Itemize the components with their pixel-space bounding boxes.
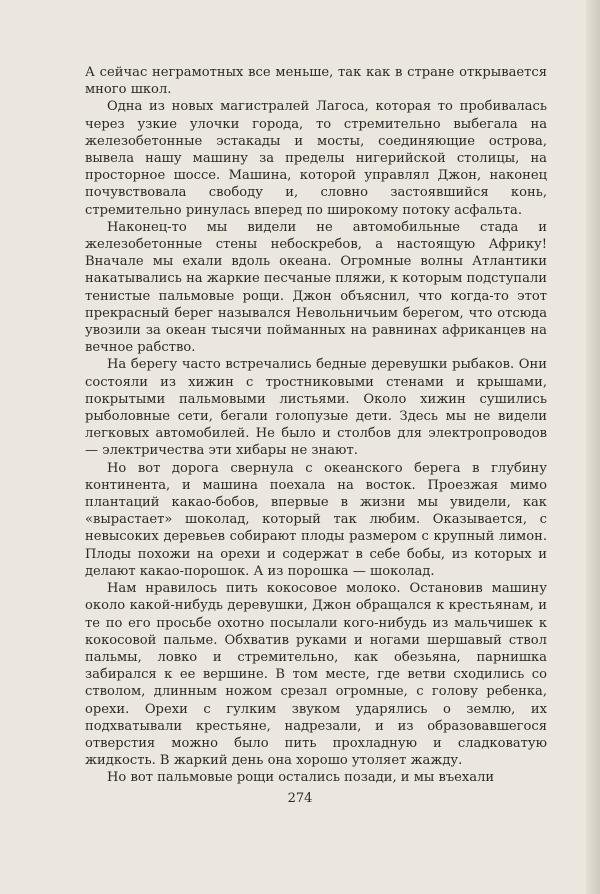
paragraph-1: А сейчас неграмотных все меньше, так как в стране открывается много школ. [85,65,547,98]
page-edge-shadow [586,0,600,894]
paragraph-2: Одна из новых магистралей Лагоса, которая то пробивалась через узкие улочки города, то стремительно выбегала на железобетонные эстакады и мосты, соединяющие острова, вывела нашу машину за пределы нигерийской столицы, на просторное шоссе. Машина, которой управлял Джон, наконец почувствовала свободу и, словно застоявшийся конь, стремительно ринулась вперед по широкому потоку асфальта. [85,99,547,218]
paragraph-7: Но вот пальмовые рощи остались позади, и мы въехали [107,770,495,786]
page-number: 274 [287,791,313,806]
paragraph-3: Наконец-то мы видели не автомобильные стада и железобетонные стены небоскребов, а настоящую Африку! Вначале мы ехали вдоль океана. Огромные волны Атлантики накатывались на жаркие песчаные пляжи, к которым подступали тенистые пальмовые рощи. Джон объяснил, что когда-то этот прекрасный берег назывался Невольничьим берегом, что отсюда увозили за океан тысячи пойманных на равнинах африканцев на вечное рабство. [85,219,547,356]
paragraph-6: Нам нравилось пить кокосовое молоко. Остановив машину около какой-нибудь деревушки, Джон обращался к крестьянам, и те по его просьбе охотно посылали кого-нибудь из мальчишек к кокосовой пальме. Обхватив руками и ногами шершавый ствол пальмы, ловко и стремительно, как обезьяна, парнишка забирался к ее вершине. В том месте, где ветви сходились со стволом, длинным ножом срезал огромные, с голову ребенка, орехи. Орехи с гулким звуком ударялись о землю, их подхватывали крестьяне, надрезали, и из образовавшегося отверстия можно было пить прохладную и сладковатую жидкость. В жаркий день она хорошо утоляет жажду. [85,581,547,769]
body-text [85,64,547,787]
paragraph-4: На берегу часто встречались бедные деревушки рыбаков. Они состояли из хижин с тростниковыми стенами и крышами, покрытыми пальмовыми листьями. Около хижин сушились рыболовные сети, бегали голопузые дети. Здесь мы не видели легковых автомобилей. Не было и столбов для электропроводов — электричества эти хибары не знают. [85,357,547,459]
paragraph-5: Но вот дорога свернула с океанского берега в глубину континента, и машина поехала на восток. Проезжая мимо плантаций какао-бобов, впервые в жизни мы увидели, как «вырастает» шоколад, который так любим. Оказывается, с невысоких деревьев собирают плоды размером с крупный лимон. Плоды похожи на орехи и содержат в себе бобы, из которых и делают какао-порошок. А из порошка — шоколад. [85,460,547,579]
